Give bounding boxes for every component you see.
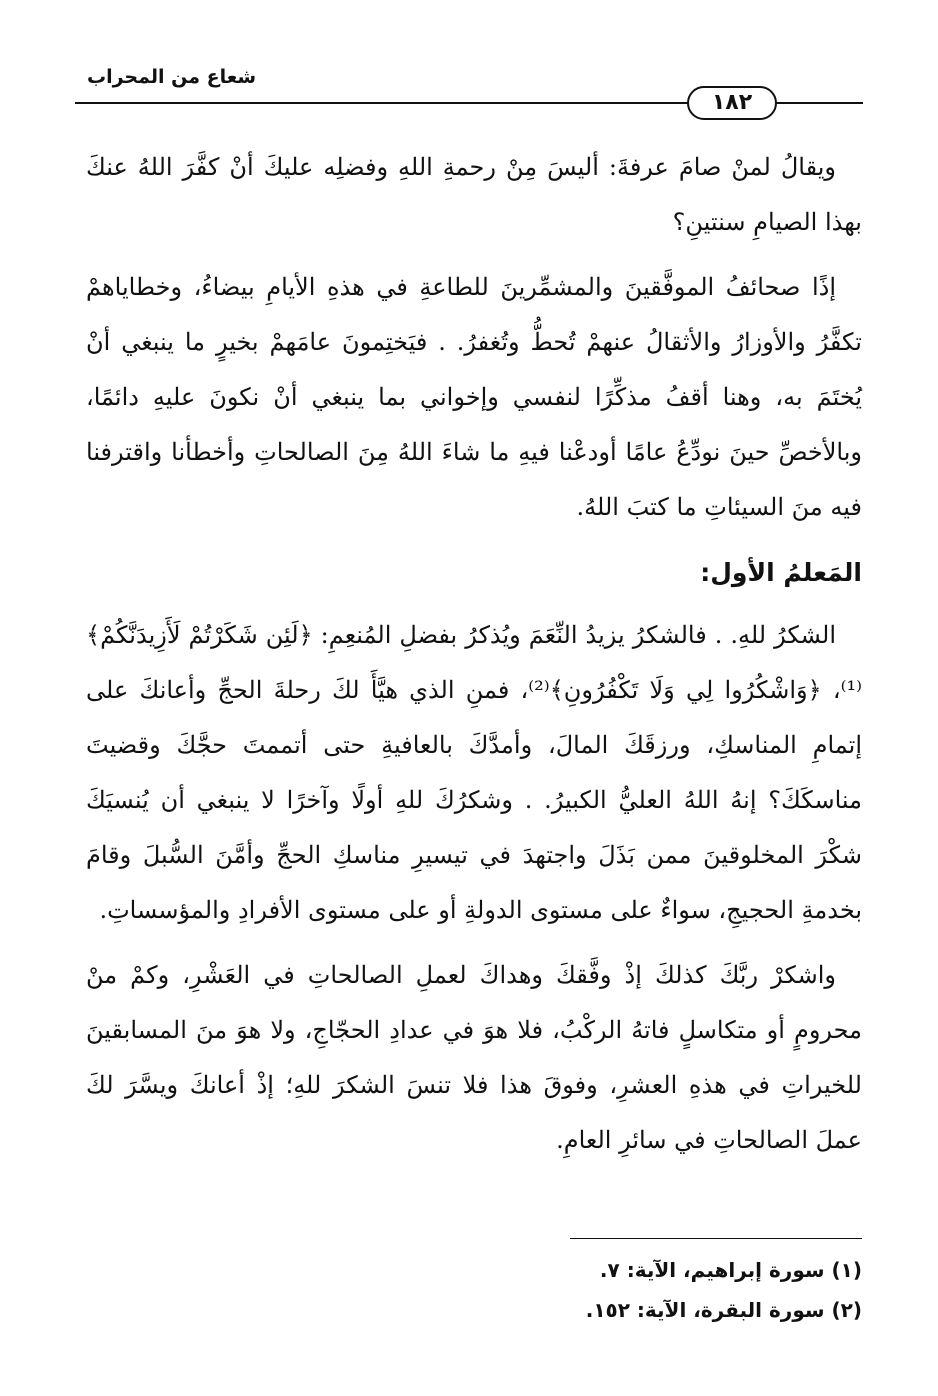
paragraph-gratitude: الشكرُ للهِ. . فالشكرُ يزيدُ النِّعَمَ ويُذكرُ بفضلِ المُنعِمِ: ﴿لَئِن شَكَرْتُمْ لَأَزِيدَنَّكُمْ﴾⁽¹⁾، ﴿وَاشْكُرُوا لِي وَلَا تَكْفُرُونِ﴾⁽²⁾، فمنِ الذي هيَّأَ لكَ رحلةَ الحجِّ وأعانكَ على إتمامِ المناسكِ، ورزقَكَ المالَ، وأمدَّكَ بالعافيةِ حتى أتممتَ حجَّكَ وقضيتَ مناسكَكَ؟ إنهُ اللهُ العليُّ الكبيرُ. . وشكرُكَ للهِ أولًا وآخرًا لا ينبغي أن يُنسيَكَ شكْرَ المخلوقينَ ممن بَذَلَ واجتهدَ في تيسيرِ مناسكِ الحجِّ وأمَّنَ السُّبلَ وقامَ بخدمةِ الحجيجِ، سواءٌ على مستوى الدولةِ أو على مستوى الأفرادِ والمؤسساتِ. [86, 621, 862, 924]
footnote-1: (١) سورة إبراهيم، الآية: ٧. [599, 1258, 862, 1282]
footnotes [86, 1250, 862, 1330]
paragraph-reminder: إذًا صحائفُ الموفَّقينَ والمشمِّرينَ للطاعةِ في هذهِ الأيامِ بيضاءُ، وخطاياهمْ تكفَّرُ والأوزارُ والأثقالُ عنهمْ تُحطُّ وتُغفرُ. . فيَختِمونَ عامَهمْ بخيرٍ ما ينبغي أنْ يُختَمَ به، وهنا أقفُ مذكِّرًا لنفسي وإخواني بما ينبغي أنْ نكونَ عليهِ دائمًا، وبالأخصِّ حينَ نودِّعُ عامًا أودعْنا فيهِ ما شاءَ اللهُ مِنَ الصالحاتِ وأخطأنا واقترفنا فيه منَ السيئاتِ ما كتبَ اللهُ. [86, 273, 862, 521]
footnote-2: (٢) سورة البقرة، الآية: ١٥٢. [585, 1298, 862, 1322]
paragraph-thank-lord: واشكرْ ربَّكَ كذلكَ إذْ وفَّقكَ وهداكَ لعملِ الصالحاتِ في العَشْرِ، وكمْ منْ محرومٍ أو متكاسلٍ فاتهُ الركْبُ، فلا هوَ في عدادِ الحجّاجِ، ولا هوَ منَ المسابقينَ للخيراتِ في هذهِ العشرِ، وفوقَ هذا فلا تنسَ الشكرَ للهِ؛ إذْ أعانكَ ويسَّرَ لكَ عملَ الصالحاتِ في سائرِ العامِ. [86, 961, 862, 1154]
page-header [75, 60, 863, 130]
page-number: ١٨٢ [687, 86, 777, 120]
main-text [86, 140, 862, 1178]
section-heading: المَعلمُ الأول: [700, 558, 862, 587]
paragraph-arafah: ويقالُ لمنْ صامَ عرفةَ: أليسَ مِنْ رحمةِ اللهِ وفضلِه عليكَ أنْ كفَّرَ اللهُ عنكَ بهذا الصيامِ سنتينِ؟ [86, 153, 862, 236]
book-title: شعاع من المحراب [87, 66, 257, 88]
footnote-divider [570, 1238, 862, 1239]
